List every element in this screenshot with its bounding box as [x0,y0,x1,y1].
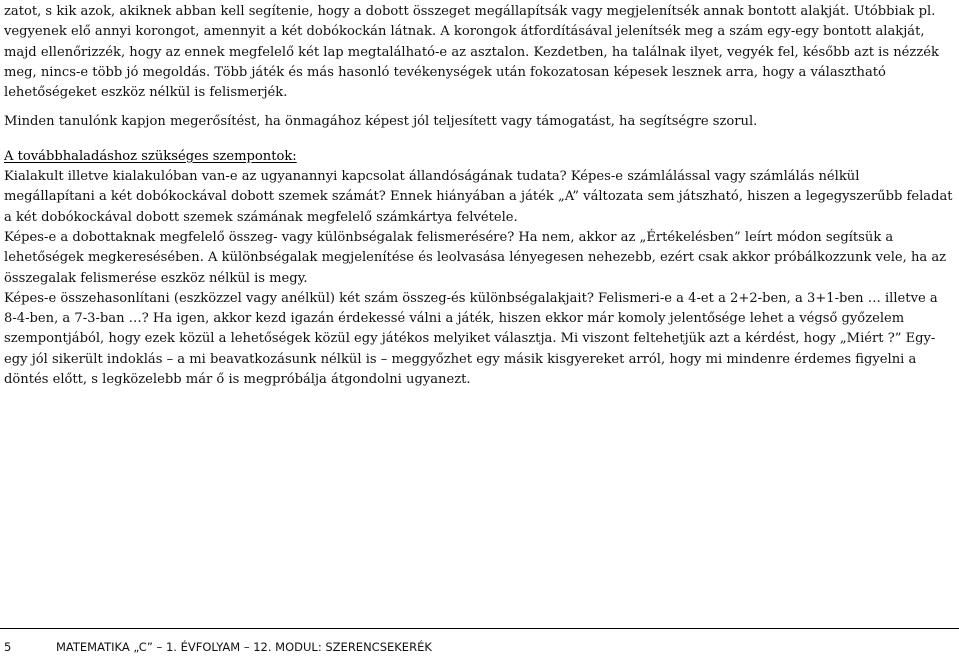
paragraph-encouragement: Minden tanulónk kapjon megerősítést, ha önmagához képest jól teljesített vagy támogatást, ha segítségre szorul. [4,114,758,130]
section-heading-text: A továbbhaladáshoz szükséges szempontok: [4,148,297,164]
footer-rule [0,628,959,629]
paragraph-criteria-3: Képes-e összehasonlítani (eszközzel vagy anélkül) két szám összeg-és különbségalakjait? Felismeri-e a 4-et a 2+2-ben, a 3+1-ben … illetve a 8-4-ben, a 7-3-ban …? Ha igen, akkor kezd igazán érdekessé válni a játék, hiszen ekkor már komoly jelentősége lehet a végső győzelem szempontjából, hogy ezek közül a lehetőségek közül egy játékos melyiket választja. Mi viszont feltehetjük azt a kérdést, hogy „Miért ?” Egy-egy jól sikerült indoklás – a mi beavatkozásunk nélkül is – meggyőzhet egy másik kisgyereket arról, hogy mi mindenre érdemes figyelni a döntés előtt, s legközelebb már ő is megpróbálja átgondolni ugyanezt. [4,290,938,388]
paragraph-criteria-1: Kialakult illetve kialakulóban van-e az ugyanannyi kapcsolat állandóságának tudata? Képes-e számlálással vagy számlálás nélkül megállapítani a két dobókockával dobott szemek számát? Ennek hiányában a játék „A” változata sem játszható, hiszen a legegyszerűbb feladat a két dobókockával dobott szemek számának megfelelő számkártya felvétele. [4,169,953,225]
body-text [4,2,954,390]
page-number: 5 [4,640,12,654]
section-heading [4,147,954,167]
running-title: MATEMATIKA „C” – 1. ÉVFOLYAM – 12. MODUL: SZERENCSEKERÉK [56,640,432,654]
page-footer [4,639,432,655]
paragraph-criteria-2: Képes-e a dobottaknak megfelelő összeg- vagy különbségalak felismerésére? Ha nem, akkor az „Értékelésben” leírt módon segítsük a lehetőségek megkeresésében. A különbségalak megjelenítése és leolvasása lényegesen nehezebb, ezért csak akkor próbálkozzunk vele, ha az összegalak felismerése eszköz nélkül is megy. [4,229,947,286]
paragraph-intro: zatot, s kik azok, akiknek abban kell segítenie, hogy a dobott összeget megállapítsák vagy megjelenítsék annak bontott alakját. Utóbbiak pl. vegyenek elő annyi korongot, amennyit a két dobókockán látnak. A korongok átfordításával jelenítsék meg a szám egy-egy bontott alakját, majd ellenőrizzék, hogy az ennek megfelelő két lap megtalálható-e az asztalon. Kezdetben, ha találnak ilyet, vegyék fel, később azt is nézzék meg, nincs-e több jó megoldás. Több játék és más hasonló tevékenységek után fokozatosan képesek lesznek arra, hogy a választható lehetőségeket eszköz nélkül is felismerjék. [4,4,939,101]
